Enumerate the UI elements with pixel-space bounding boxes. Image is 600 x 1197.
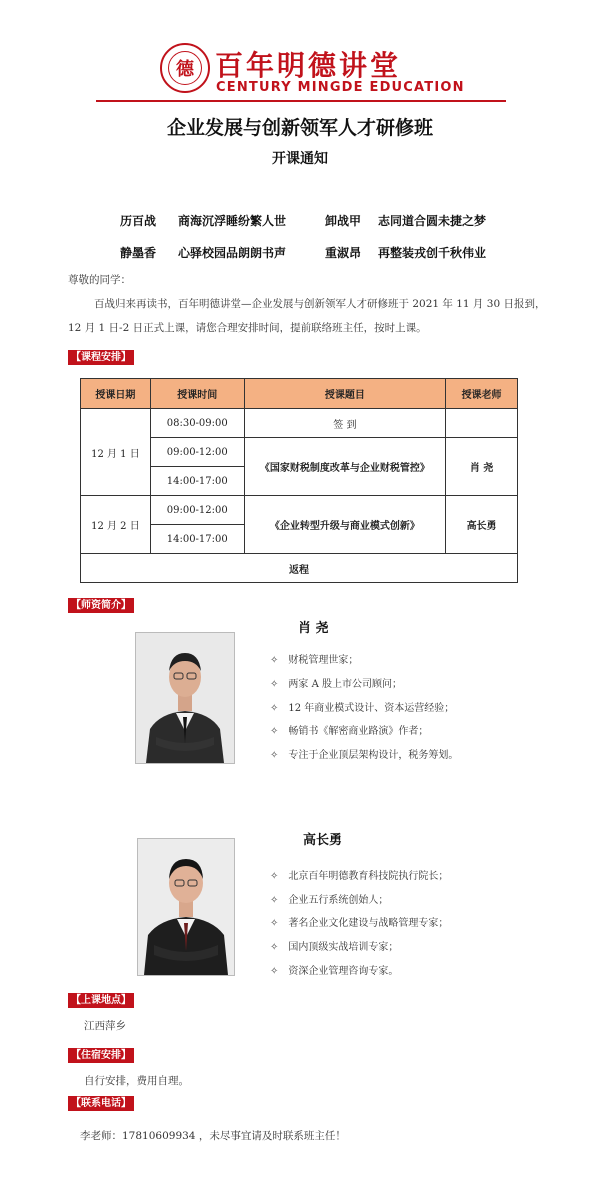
table-row	[81, 554, 518, 583]
col-header-date: 授课日期	[81, 379, 151, 409]
poem-r2-c3: 重淑昂	[325, 246, 362, 260]
day2-teacher: 高长勇	[446, 496, 518, 554]
lodging-text: 自行安排，费用自理。	[84, 1075, 189, 1087]
day2-topic: 《企业转型升级与商业模式创新》	[244, 496, 445, 554]
teacher-1-point-3: ✧ 12 年商业模式设计、资本运营经验；	[270, 703, 455, 714]
section-contact-label: 【联系电话】	[68, 1096, 134, 1111]
teacher-1-point-2: ✧ 两家 A 股上市公司顾问；	[270, 679, 402, 690]
section-schedule-label: 【课程安排】	[68, 350, 134, 365]
logo-seal	[160, 43, 210, 93]
bullet-icon: ✧	[270, 703, 279, 714]
teacher-2-photo	[137, 838, 235, 976]
table-row	[81, 409, 518, 438]
day1-time-3: 14:00-17:00	[150, 467, 244, 496]
teacher-2-point-4: ✧ 国内顶级实战培训专家；	[270, 942, 399, 953]
poem-r1-c1: 历百战	[120, 214, 157, 228]
page-title: 企业发展与创新领军人才研修班	[166, 117, 433, 139]
contact-text: 李老师：17810609934 ，未尽事宜请及时联系班主任！	[80, 1130, 346, 1142]
day1-date: 12 月 1 日	[81, 409, 151, 496]
header-divider	[96, 100, 506, 102]
bullet-icon: ✧	[270, 895, 279, 906]
day1-time-2: 09:00-12:00	[150, 438, 244, 467]
teacher-1-name: 肖 尧	[298, 621, 329, 636]
teacher-2-point-5: ✧ 资深企业管理咨询专家。	[270, 966, 399, 977]
logo-english-name: CENTURY MINGDE EDUCATION	[216, 80, 465, 95]
teacher-1-point-1: ✧ 财税管理世家；	[270, 655, 359, 666]
day1-teacher: 肖 尧	[446, 438, 518, 496]
teacher-1-point-4: ✧ 畅销书《解密商业路演》作者；	[270, 726, 429, 737]
section-venue-label: 【上课地点】	[68, 993, 134, 1008]
bullet-icon: ✧	[270, 750, 279, 761]
day1-signin: 签 到	[244, 409, 445, 438]
bullet-icon: ✧	[270, 918, 279, 929]
page-subtitle: 开课通知	[272, 151, 328, 167]
day2-date: 12 月 2 日	[81, 496, 151, 554]
schedule-table	[80, 378, 518, 583]
bullet-icon: ✧	[270, 966, 279, 977]
day1-topic: 《国家财税制度改革与企业财税管控》	[244, 438, 445, 496]
logo-chinese-name: 百年明德讲堂	[215, 49, 402, 82]
teacher-2-point-2: ✧ 企业五行系统创始人；	[270, 895, 389, 906]
col-header-time: 授课时间	[150, 379, 244, 409]
poem-r2-c2: 心驿校园品朗朗书声	[178, 246, 287, 260]
day2-time-2: 14:00-17:00	[150, 525, 244, 554]
bullet-icon: ✧	[270, 726, 279, 737]
poem-r2-c1: 静墨香	[120, 246, 157, 260]
col-header-topic: 授课题目	[244, 379, 445, 409]
day2-time-1: 09:00-12:00	[150, 496, 244, 525]
teacher-1-photo	[135, 632, 235, 764]
intro-line-2: 12 月 1 日-2 日正式上课，请您合理安排时间，提前联络班主任，按时上课。	[68, 322, 427, 334]
schedule-header-row	[81, 379, 518, 409]
intro-line-1: 百战归来再读书，百年明德讲堂—企业发展与创新领军人才研修班于 2021 年 11 月 30 日报到，	[94, 298, 546, 310]
day1-time-1: 08:30-09:00	[150, 409, 244, 438]
teacher-2-name: 高长勇	[303, 833, 343, 848]
day1-signin-teacher	[446, 409, 518, 438]
table-row	[81, 496, 518, 525]
venue-text: 江西萍乡	[84, 1020, 126, 1032]
schedule-footer: 返程	[81, 554, 518, 583]
poem-r1-c2: 商海沉浮睡纷繁人世	[178, 214, 287, 228]
col-header-teacher: 授课老师	[446, 379, 518, 409]
section-teachers-label: 【师资简介】	[68, 598, 134, 613]
teacher-2-point-3: ✧ 著名企业文化建设与战略管理专家；	[270, 918, 449, 929]
teacher-2-point-1: ✧ 北京百年明德教育科技院执行院长；	[270, 871, 449, 882]
section-lodging-label: 【住宿安排】	[68, 1048, 134, 1063]
logo-seal-char: 德	[168, 51, 202, 85]
bullet-icon: ✧	[270, 655, 279, 666]
poem-r2-c4: 再整装戎创千秋伟业	[378, 246, 487, 260]
teacher-1-point-5: ✧ 专注于企业顶层架构设计，税务筹划。	[270, 750, 459, 761]
bullet-icon: ✧	[270, 679, 279, 690]
greeting: 尊敬的同学：	[68, 274, 131, 286]
poem-r1-c3: 卸战甲	[325, 214, 362, 228]
poem-r1-c4: 志同道合圆未捷之梦	[378, 214, 487, 228]
bullet-icon: ✧	[270, 942, 279, 953]
bullet-icon: ✧	[270, 871, 279, 882]
